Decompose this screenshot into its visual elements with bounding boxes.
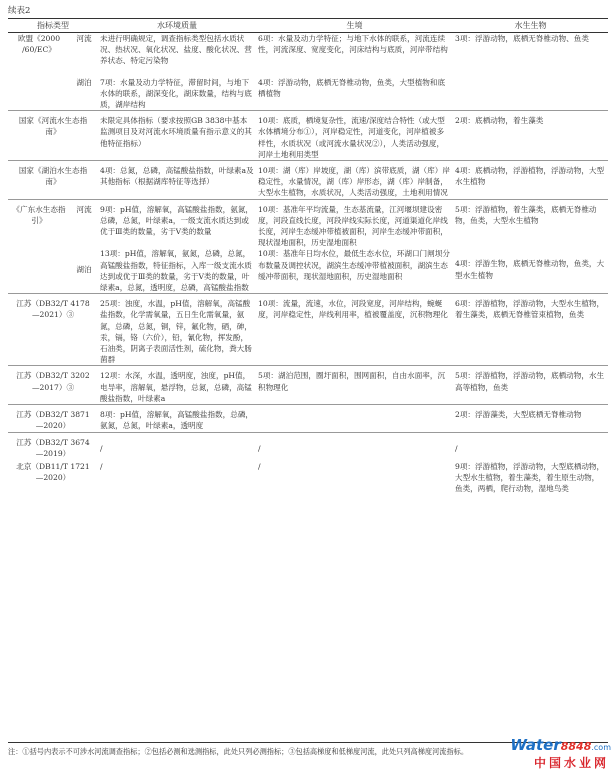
- aquatic-life-cell: 2项：底栖动物，着生藻类: [455, 116, 544, 126]
- header-habitat: 生境: [256, 19, 453, 33]
- water-quality-cell: 未进行明确规定，调查指标类型包括水质状况、热状况、氧化状况、盐度、酸化状况、营养状态、特定污染物: [100, 34, 252, 66]
- table-row: [8, 248, 608, 293]
- aquatic-life-cell: 6项：浮游植物，浮游动物，大型水生植物，着生藻类，底栖无脊椎管束植物，鱼类: [455, 299, 605, 320]
- table-row: [8, 67, 608, 111]
- table-row: [8, 366, 608, 405]
- aquatic-life-cell: [453, 67, 608, 111]
- standard-cell: 《广东水生态指引》: [12, 204, 66, 225]
- water-quality-cell: /: [100, 443, 103, 453]
- standard-cell: 国家《河流水生态指南》: [18, 116, 88, 137]
- habitat-cell: 6项：水量及动力学特征；与地下水体的联系，河流连续性，河流深度、宽度变化，河床结构与底质，河岸带结构: [258, 34, 448, 55]
- standard-cell: 欧盟《2000 /60/EC》: [17, 34, 61, 55]
- water-quality-cell: 未限定具体指标（要求按照GB 3838中基本监测项目及对河流水环境质量有指示意义的其他特征指标）: [100, 116, 252, 148]
- aquatic-life-cell: 3项：浮游动物，底栖无脊椎动物、鱼类: [455, 34, 589, 43]
- standard-cell: 江苏（DB32/T 4178—2021）③: [16, 299, 90, 320]
- water-quality-cell: /: [100, 461, 103, 471]
- aquatic-life-cell: 5项：浮游植物，着生藻类，底栖无脊椎动物，鱼类，大型水生植物: [455, 204, 597, 225]
- habitat-cell: 4项：浮游动物，底栖无脊椎动物，鱼类，大型植物和底栖植物: [258, 77, 446, 98]
- habitat-cell: 10项：底质，栖境复杂性，流速/深度结合特性（或大型水体栖境分布①），河岸稳定性，河道变化，河岸植被多样性，水质状况（或河流水量状况②），人类活动强度，河岸土地利用类型: [258, 116, 445, 159]
- waterbody-type: 湖泊: [76, 77, 92, 87]
- habitat-cell: 10项：基准年平均流量，生态基流量，江河堰坝建设密度，河段直线长度，河段岸线实际长度，河道渠道化岸线长度，河岸生态缓冲带植被面积，河岸生态缓冲带面积，现状湿地面积，历史湿地面积: [258, 204, 448, 248]
- standard-cell: 国家《湖泊水生态指南》: [18, 166, 88, 187]
- table-row: [8, 199, 608, 248]
- logo-number: 8848: [560, 740, 592, 753]
- waterbody-type: 河流: [76, 204, 92, 214]
- water-quality-cell: 8项：pH值，溶解氧，高锰酸盐指数，总磷，氨氮，总氮，叶绿素a，透明度: [100, 410, 253, 431]
- standard-cell: 江苏（DB32/T 3202—2017）③: [16, 371, 90, 392]
- standard-cell: 江苏（DB32/T 3674—2019）: [16, 437, 90, 458]
- table-footnote: 注：①括号内表示不可涉水河流调查指标；②包括必测和选测指标，此处只列必测指标；③包括高梯度和低梯度河流，此处只列高梯度河流指标。: [8, 747, 469, 756]
- indicator-table: [8, 18, 608, 495]
- habitat-cell: [256, 405, 453, 432]
- habitat-cell: 10项：湖（库）岸坡度，湖（库）滨带底质，湖（库）岸稳定性，水量情况，湖（库）岸形态，湖（库）岸制备，大型水生植物，水质状况，人类活动强度，土地利用情况: [258, 166, 450, 198]
- table-row: [8, 405, 608, 432]
- habitat-cell: 10项：基准年日均水位，最低生态水位，环湖口门闸坝分布数量及调控状况，湖滨生态缓冲带植被面积，湖滨生态缓冲带面积，现状湿地面积，历史湿地面积: [258, 249, 450, 281]
- logo-cn-text: 中国水业网: [533, 756, 609, 770]
- water-quality-cell: 7项：水量及动力学特征，滞留时间，与地下水体的联系，湖深变化，湖床数量，结构与底质，湖岸结构: [100, 77, 252, 110]
- habitat-cell: 5项：湖泊范围，圈圩面积，围网面积，自由水面率，沉积物理化: [258, 371, 446, 392]
- habitat-cell: /: [258, 443, 261, 453]
- table-row: [8, 161, 608, 200]
- table-row: [8, 432, 608, 459]
- water-quality-cell: 4项：总氮，总磷，高锰酸盐指数，叶绿素a及其他指标（根据湖库特征等选择）: [100, 166, 254, 187]
- table-row: [8, 33, 608, 67]
- aquatic-life-cell: 4项：底栖动物，浮游植物，浮游动物，大型水生植物: [455, 166, 605, 187]
- standard-cell: 江苏（DB32/T 3871—2020）: [16, 410, 90, 431]
- header-water-quality: 水环境质量: [98, 19, 256, 33]
- header-aquatic-life: 水生生物: [453, 19, 608, 33]
- logo-brand: Water: [510, 736, 561, 754]
- aquatic-life-cell: 2项：浮游藻类，大型底栖无脊椎动物: [455, 410, 582, 420]
- waterbody-type: 河流: [76, 34, 92, 43]
- table-caption: 续表2: [8, 6, 31, 16]
- table-row: [8, 459, 608, 495]
- water-quality-cell: 12项：水深，水温，透明度，浊度，pH值，电导率，溶解氧，悬浮物，总氮，总磷，高锰酸盐指数，叶绿素a: [100, 371, 252, 403]
- aquatic-life-cell: 4项：浮游生物，底栖无脊椎动物，鱼类，大型水生植物: [455, 259, 605, 280]
- habitat-cell: 10项：流量，流速，水位，河段宽度，河岸结构，蜿蜒度，河岸稳定性，岸线利用率，植被覆盖度，沉积物理化: [258, 299, 448, 320]
- water-quality-cell: 13项：pH值，溶解氧，氨氮，总磷，总氮，高锰酸盐指数，特征指标，入库一级支流水质达到或优于Ⅲ类的数量，劣于Ⅴ类的数量，叶绿素a，总氮，透明度，总磷，高锰酸盐指数: [100, 249, 252, 293]
- logo-suffix: .com: [591, 743, 611, 752]
- table-header-row: [8, 19, 608, 33]
- water-quality-cell: 25项：浊度，水温，pH值，溶解氧，高锰酸盐指数，化学需氧量，五日生化需氧量，氨氮，总磷，总氮，铜，锌，氟化物，硒，砷，汞，镉，铬（六价），铅，氰化物，挥发酚，石油类，阴离子表面活性剂，硫化物，粪大肠菌群: [100, 299, 252, 365]
- watermark-logo: [478, 735, 613, 775]
- header-indicator-type: 指标类型: [8, 19, 98, 33]
- water-quality-cell: 9项：pH值，溶解氧，高锰酸盐指数，氨氮，总磷，总氮，叶绿素a，一级支流水质达到或优于Ⅲ类的数量，劣于Ⅴ类的数量: [100, 204, 253, 237]
- aquatic-life-cell: 9项：浮游植物，浮游动物，大型底栖动物，大型水生植物，着生藻类，着生原生动物，鱼类，两栖，爬行动物，湿地鸟类: [455, 461, 605, 494]
- table-row: [8, 111, 608, 161]
- aquatic-life-cell: 5项：浮游植物，浮游动物，底栖动物，水生高等植物，鱼类: [455, 371, 605, 392]
- aquatic-life-cell: /: [455, 443, 458, 453]
- standard-cell: 北京（DB11/T 1721—2020）: [16, 461, 90, 483]
- waterbody-type: 湖泊: [76, 265, 92, 275]
- habitat-cell: /: [258, 461, 261, 471]
- table-row: [8, 294, 608, 366]
